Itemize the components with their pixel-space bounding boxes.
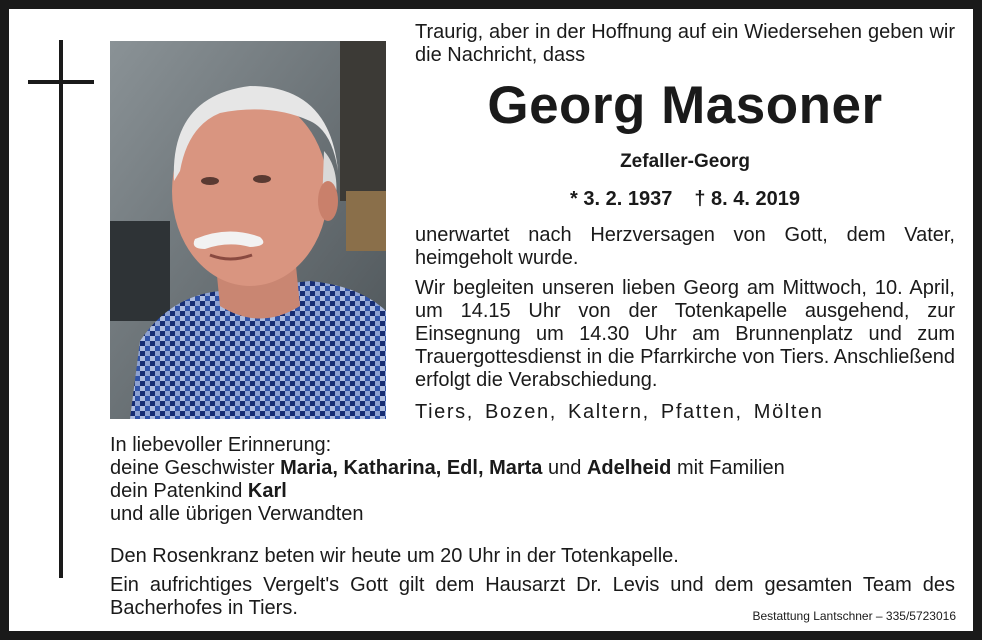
and-word: und [548,457,582,479]
portrait-illustration [110,41,386,419]
cross-horizontal-bar [28,80,94,84]
life-dates [415,188,955,211]
cross-vertical-bar [59,40,63,578]
places-list: Tiers, Bozen, Kaltern, Pfatten, Mölten [415,401,824,423]
godchild-prefix: dein Patenkind [110,480,243,502]
thanks-notice: Ein aufrichtiges Vergelt's Gott gilt dem Hausarzt Dr. Levis und dem gesamten Team des Bacherhofes in Tiers. [110,574,955,619]
sibling-name: Edl, [446,457,484,479]
siblings-prefix: deine Geschwister [110,457,275,479]
sibling-name: Katharina, [343,457,442,479]
death-notice-paragraph: unerwartet nach Herzversagen von Gott, dem Vater, heimgeholt wurde. [415,224,955,269]
birth-date: * 3. 2. 1937 [570,188,673,210]
godchild-line [110,480,940,503]
siblings-line [110,457,940,480]
godchild-name: Karl [247,480,287,502]
deceased-name: Georg Masoner [487,76,883,135]
mourners-section [110,434,940,526]
sibling-name: Marta [489,457,543,479]
sibling-name: Maria, [280,457,338,479]
death-date: † 8. 4. 2019 [694,188,800,210]
intro-text: Traurig, aber in der Hoffnung auf ein Wiedersehen geben wir die Nachricht, dass [415,21,955,66]
sibling-name: Adelheid [586,457,672,479]
memory-heading: In liebevoller Erinnerung: [110,434,332,456]
funeral-details-paragraph: Wir begleiten unseren lieben Georg am Mittwoch, 10. April, um 14.15 Uhr von der Totenkapelle ausgehend, zur Einsegnung um 14.30 Uhr am Brunnenplatz und zum Trauergottesdienst in die Pfarrkirche von Tiers. Anschließend erfolgt die Verabschiedung. [415,277,955,391]
rosary-notice: Den Rosenkranz beten wir heute um 20 Uhr in der Totenkapelle. [110,545,679,567]
siblings-suffix: mit Familien [676,457,785,479]
undertaker-contact: Bestattung Lantschner – 335/5723016 [752,609,956,623]
other-relatives-line: und alle übrigen Verwandten [110,503,364,525]
deceased-nickname: Zefaller-Georg [620,151,750,172]
portrait-photo [110,41,386,419]
